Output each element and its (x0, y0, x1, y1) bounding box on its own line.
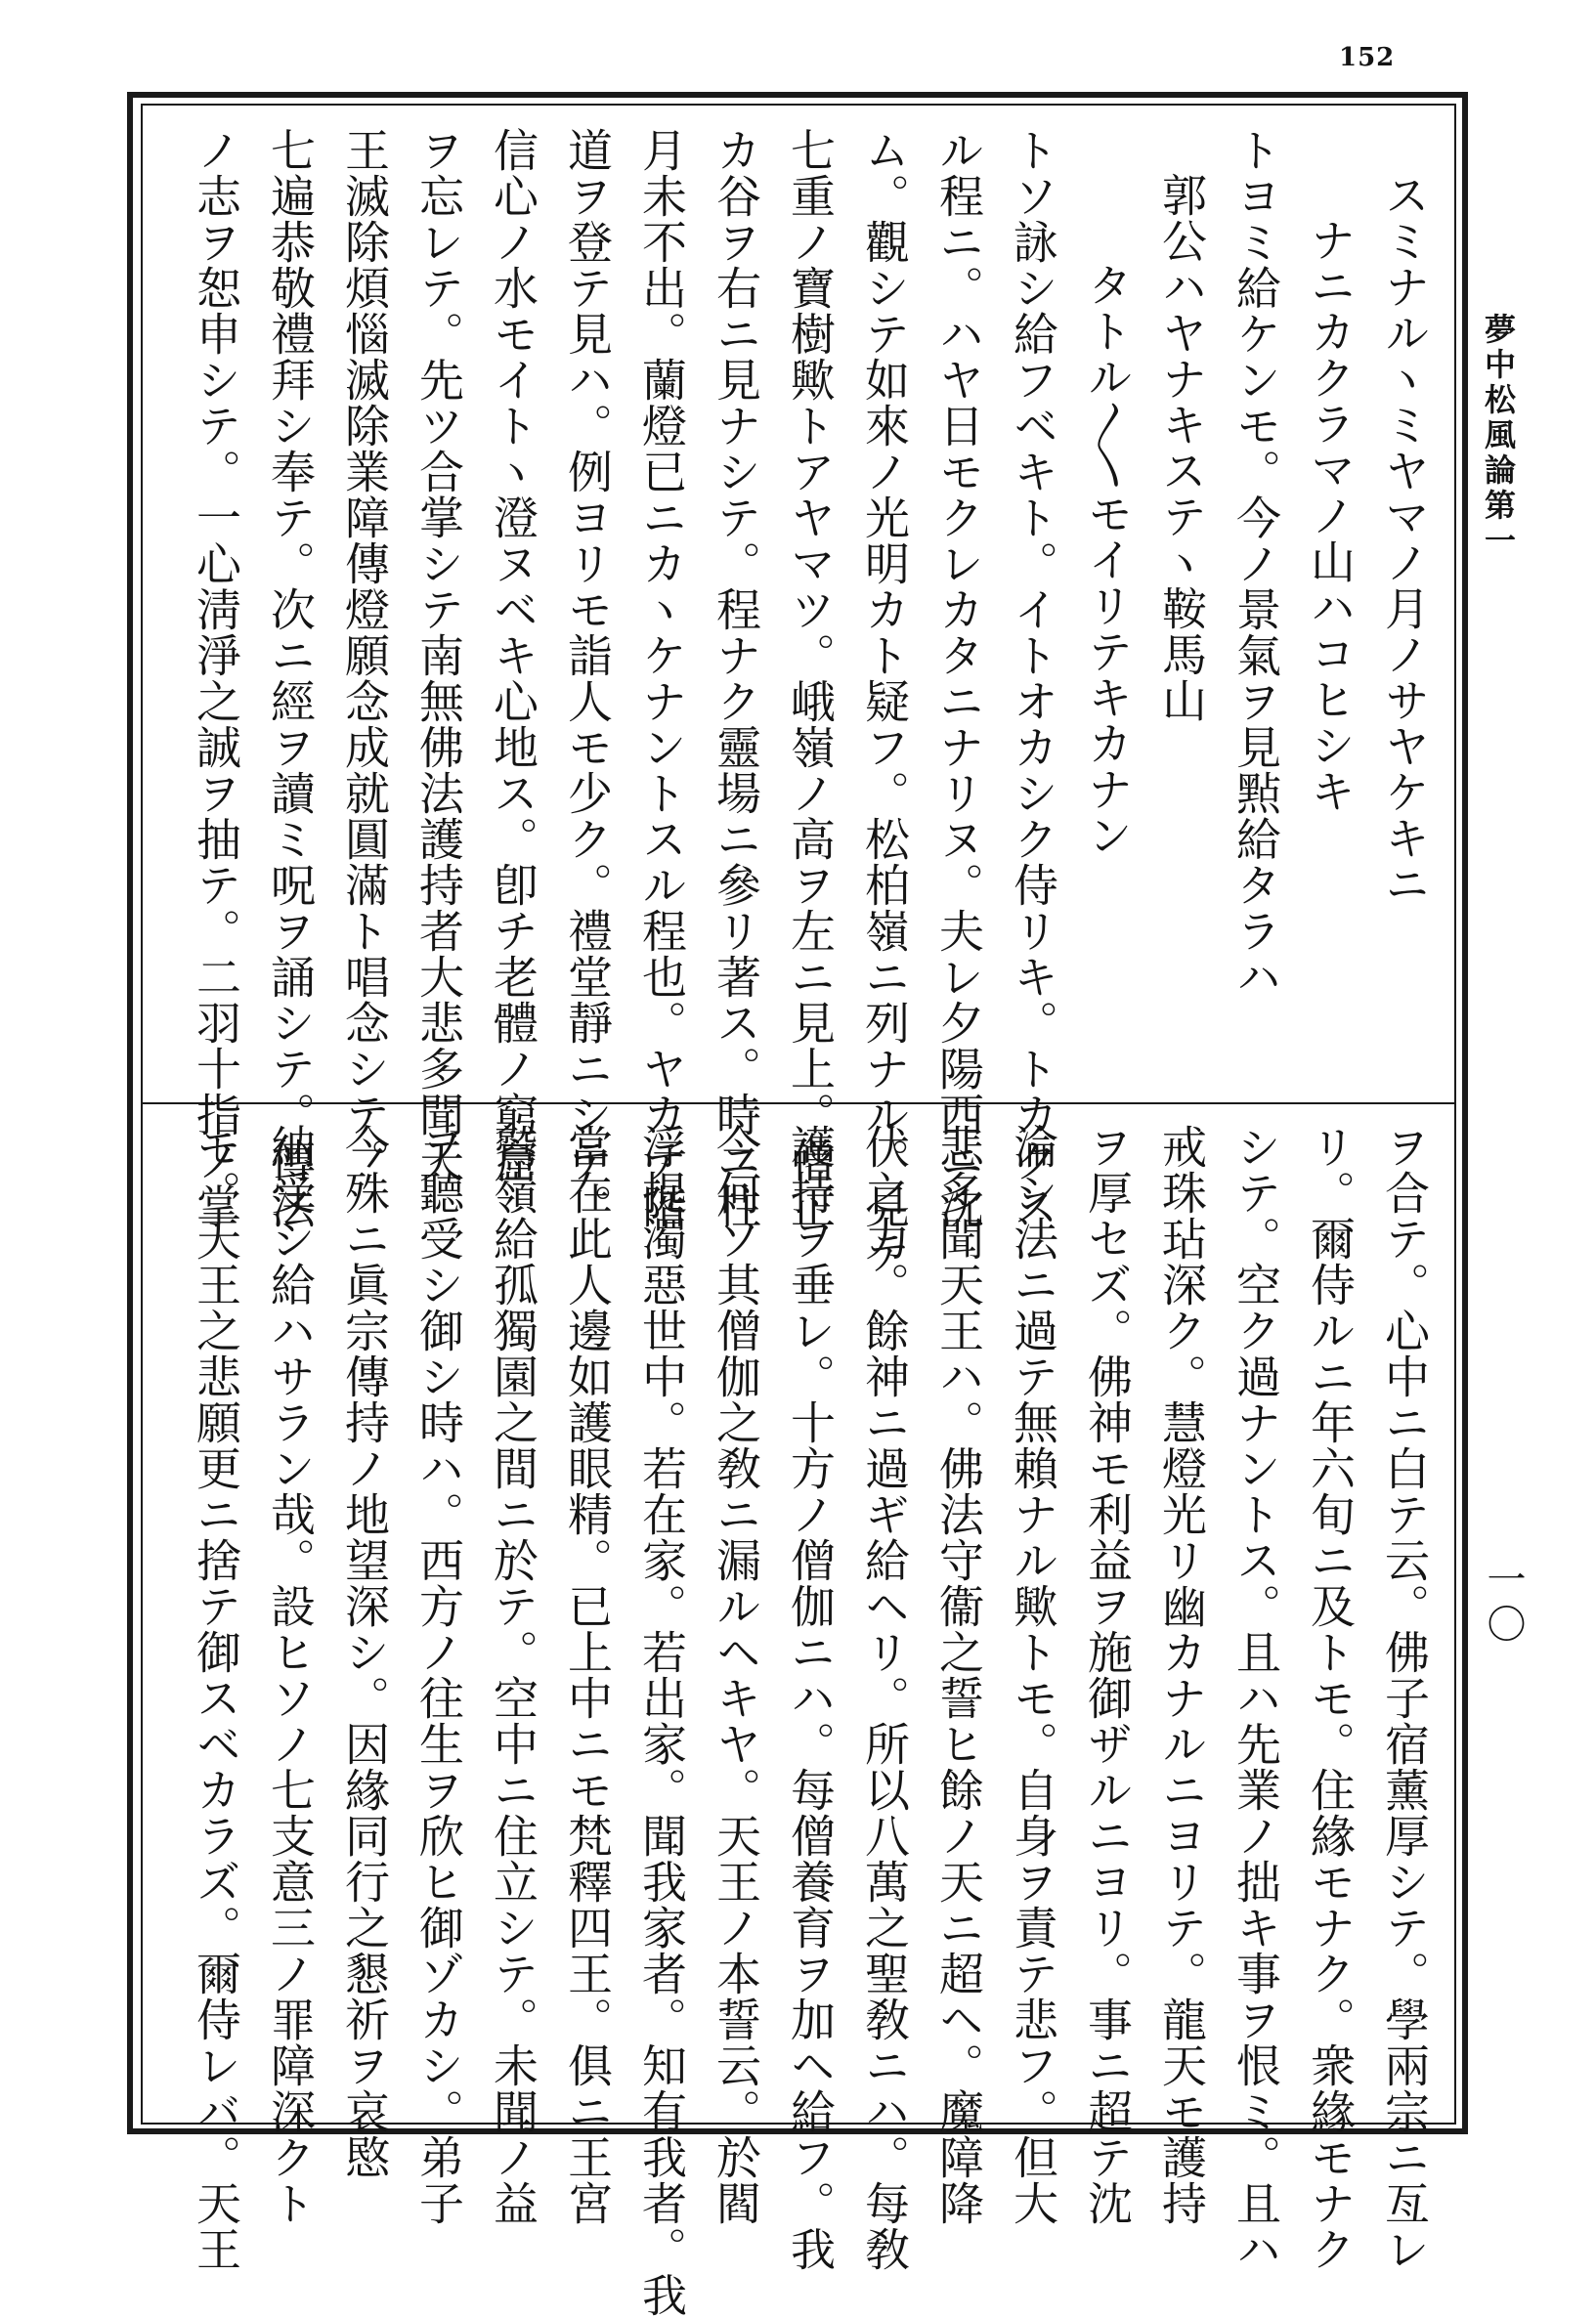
text-column: ノ志ヲ恕申シテ。一心淸淨之誠ヲ抽テ。二羽十指ノ掌 (190, 127, 242, 1229)
text-column: ヲ厚セズ。佛神モ利益ヲ施御ザルニヨリ。事ニ超テ沈 (1081, 1124, 1134, 2226)
text-column: 今何ソ其僧伽之敎ニ漏ルヘキヤ。天王ノ本誓云。於閻 (710, 1124, 762, 2226)
text-column: 今殊ニ眞宗傳持ノ地望深シ。因緣同行之懇祈ヲ哀愍 (338, 1124, 391, 2180)
text-column: 戒珠玷深ク。慧燈光リ幽カナルニヨリテ。龍天モ護持 (1155, 1124, 1208, 2226)
text-column: シテ。空ク過ナントス。且ハ先業ノ拙キ事ヲ恨ミ。且ハ (1229, 1124, 1282, 2272)
folio-number: 一〇 (1481, 1559, 1526, 1649)
text-column: 道ヲ登テ見ハ。例ヨリモ詣人モ少ク。禮堂靜ニシテ。 (561, 127, 614, 1229)
text-column: 當在此人邊如護眼精。已上中ニモ梵釋四王。俱ニ王宮 (561, 1124, 614, 2226)
text-column: 鷲嶺給孤獨園之間ニ於テ。空中ニ住立シテ。未聞ノ益 (487, 1124, 539, 2226)
text-column: 王滅除煩惱滅除業障傳燈願念成就圓滿ト唱念シテ。 (338, 127, 391, 1183)
text-column: ヲ忘レテ。先ツ合掌シテ南無佛法護持者大悲多聞天 (412, 127, 465, 1183)
text-column: 浮提濁惡世中。若在家。若出家。聞我家者。知有我者。我 (635, 1124, 688, 2318)
text-column: カ谷ヲ右ニ見ナシテ。程ナク靈場ニ參リ著ス。時ニ柱 (710, 127, 762, 1229)
text-column: ム。觀シテ如來ノ光明カト疑フ。松柏嶺ニ列ナル。見テ (858, 127, 911, 1275)
text-column: リ。爾侍ルニ年六旬ニ及トモ。住緣モナク。衆緣モナク (1304, 1124, 1357, 2272)
text-column: 淪シ法ニ過テ無賴ナル歟トモ。自身ヲ責テ悲フ。但大 (1007, 1124, 1059, 2226)
text-column: 納受シ給ハサラン哉。設ヒソノ七支意三ノ罪障深クト (264, 1124, 317, 2226)
text-column: 七重ノ寶樹歟トアヤマツ。峨嶺ノ高ヲ左ニ見上。僧正 (784, 127, 837, 1229)
text-column: 月未不出。蘭燈已ニカヽケナントスル程也。ヤカテ階 (635, 127, 688, 1229)
text-column: ル程ニ。ハヤ日モクレカタニナリヌ。夫レ夕陽西ニ沈 (932, 127, 985, 1229)
text-block-bottom (142, 1124, 1442, 2318)
text-column: トソ詠シ給フベキト。イトオカシク侍リキ。トカクス (1007, 127, 1059, 1229)
text-column: 護持ヲ垂レ。十方ノ僧伽ニハ。每僧養育ヲ加ヘ給フ。我 (784, 1124, 837, 2272)
text-column: 郭公ハヤナキステヽ鞍馬山 (1155, 172, 1208, 723)
page-number: 152 (1339, 43, 1396, 72)
text-column: モ。天王之悲願更ニ捨テ御スベカラズ。爾侍レバ。天王 (190, 1124, 242, 2272)
running-title: 夢中松風論第一 (1480, 313, 1517, 559)
text-column: 悲多聞天王ハ。佛法守衞之誓ヒ餘ノ天ニ超ヘ。魔障降 (932, 1124, 985, 2226)
text-column: トヨミ給ケンモ。今ノ景氣ヲ見㸃給タラハ (1229, 127, 1282, 1000)
text-column: 七遍恭敬禮拜シ奉テ。次ニ經ヲ讀ミ呪ヲ誦シテ。傳法 (264, 127, 317, 1229)
text-column: タトル〳〵モイリテキカナン (1081, 262, 1134, 858)
text-column: ヲ聽受シ御シ時ハ。西方ノ往生ヲ欣ヒ御ゾカシ。弟子 (412, 1124, 465, 2226)
text-column: 信心ノ水モイトヽ澄ヌベキ心地ス。卽チ老體ノ窮窟 (487, 127, 539, 1183)
text-block-top (142, 127, 1442, 1275)
text-column: ナニカクラマノ山ハコヒシキ (1304, 217, 1357, 814)
text-column: ヲ合テ。心中ニ白テ云。佛子宿薰厚シテ。學兩宗ニ亙レ (1378, 1124, 1431, 2272)
text-column: 伏之力。餘神ニ過ギ給ヘリ。所以八萬之聖敎ニハ。每敎 (858, 1124, 911, 2272)
text-column: スミナルヽミヤマノ月ノサヤケキニ (1378, 172, 1431, 907)
